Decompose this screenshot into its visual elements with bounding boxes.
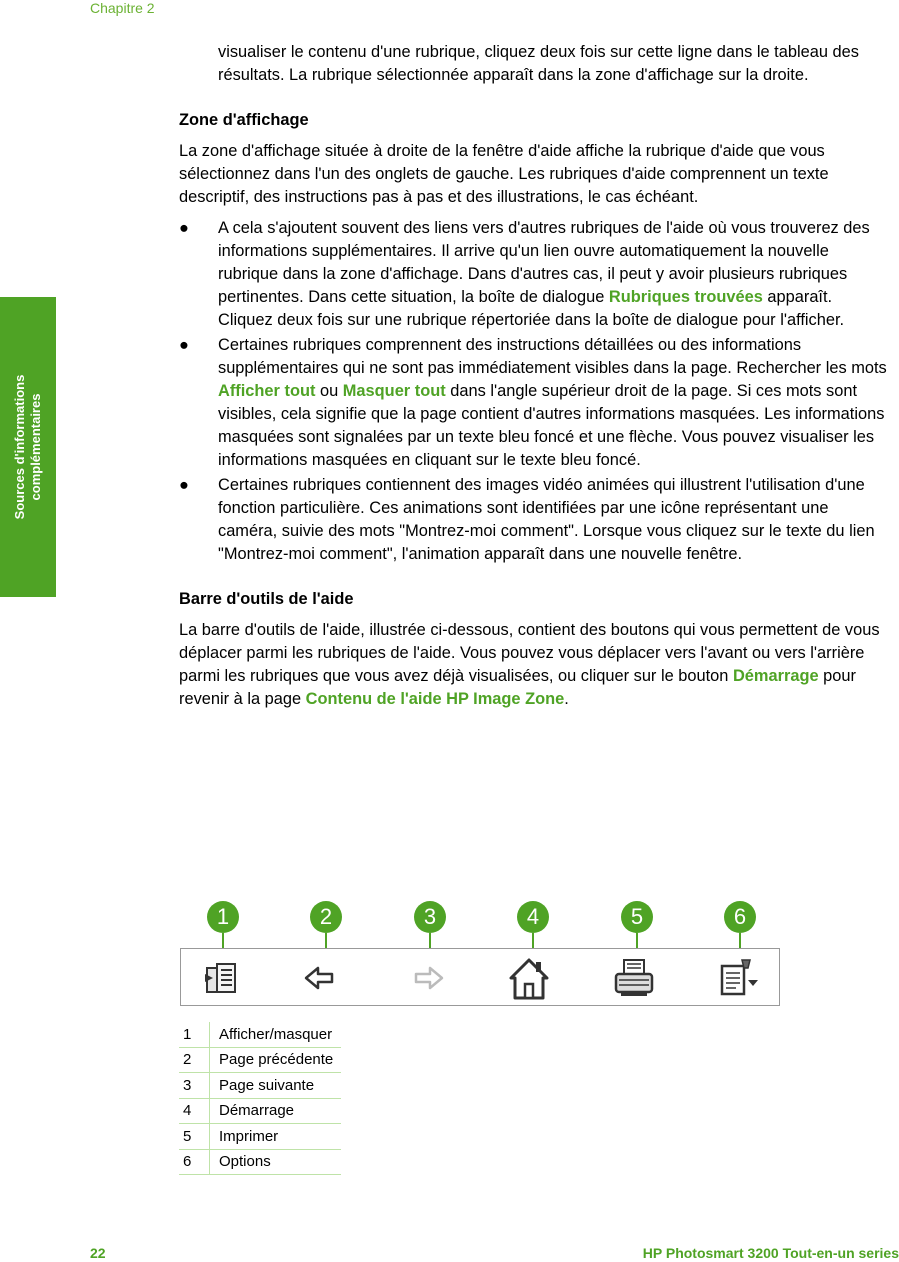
legend-label: Page suivante xyxy=(210,1073,342,1099)
footer-product-title: HP Photosmart 3200 Tout-en-un series xyxy=(642,1245,899,1261)
keyword-rubriques-trouvees: Rubriques trouvées xyxy=(608,288,763,306)
legend-number: 4 xyxy=(179,1098,210,1124)
legend-row xyxy=(179,1073,341,1099)
options-icon[interactable] xyxy=(712,954,760,1002)
toolbar-heading: Barre d'outils de l'aide xyxy=(179,590,354,608)
keyword-contenu-aide: Contenu de l'aide HP Image Zone xyxy=(305,690,565,708)
legend-number: 6 xyxy=(179,1149,210,1175)
bullet-item xyxy=(179,474,889,566)
chapter-label: Chapitre 2 xyxy=(90,0,155,16)
bullet-text: ou xyxy=(315,382,343,400)
callout-4: 4 xyxy=(517,901,549,933)
callout-3: 3 xyxy=(414,901,446,933)
legend-label: Afficher/masquer xyxy=(210,1022,342,1047)
toolbar-description xyxy=(179,619,889,711)
toolbar-desc-text: . xyxy=(564,690,569,708)
printer-icon[interactable] xyxy=(609,954,657,1002)
keyword-demarrage: Démarrage xyxy=(732,667,819,685)
bullet-dot: ● xyxy=(179,336,189,354)
help-toolbar xyxy=(180,948,780,1006)
back-arrow-icon[interactable] xyxy=(298,954,346,1002)
bullet-text: Certaines rubriques contiennent des images vidéo animées qui illustrent l'utilisation d'une fonction particulière. Ces animations sont identifiées par une icône représentant une caméra, suivie des mots "Montrez-moi comment". Lorsque vous cliquez sur le texte du lien "Montrez-moi comment", l'animation apparaît dans une nouvelle fenêtre. xyxy=(218,476,875,563)
legend-row xyxy=(179,1047,341,1073)
legend-label: Options xyxy=(210,1149,342,1175)
legend-number: 2 xyxy=(179,1047,210,1073)
bullet-item xyxy=(179,217,889,332)
legend-label: Démarrage xyxy=(210,1098,342,1124)
zone-description: La zone d'affichage située à droite de la fenêtre d'aide affiche la rubrique d'aide que vous sélectionnez dans l'un des onglets de gauche. Les rubriques d'aide comprennent un texte descriptif, des instructions pas à pas et des illustrations, le cas échéant. xyxy=(179,142,829,206)
legend-number: 5 xyxy=(179,1124,210,1150)
callout-1: 1 xyxy=(207,901,239,933)
toolbar-desc-text: pour revenir à la page xyxy=(179,667,856,708)
side-tab xyxy=(0,297,56,597)
page-number: 22 xyxy=(90,1245,106,1261)
toolbar-desc-text: La barre d'outils de l'aide, illustrée ci-dessous, contient des boutons qui vous permettent de vous déplacer parmi les rubriques de l'aide. Vous pouvez vous déplacer vers l'avant ou vers l'arrière parmi les rubriques que vous avez déjà visualisées, ou cliquer sur le bouton xyxy=(179,621,880,685)
home-icon[interactable] xyxy=(505,954,553,1002)
bullet-item xyxy=(179,334,889,472)
bullet-text: apparaît. Cliquez deux fois sur une rubrique répertoriée dans la boîte de dialogue pour l'afficher. xyxy=(218,288,845,329)
legend-table xyxy=(179,1022,341,1175)
callout-6: 6 xyxy=(724,901,756,933)
legend-number: 1 xyxy=(179,1022,210,1047)
legend-row xyxy=(179,1098,341,1124)
keyword-masquer-tout: Masquer tout xyxy=(342,382,446,400)
intro-paragraph: visualiser le contenu d'une rubrique, cliquez deux fois sur cette ligne dans le tableau des résultats. La rubrique sélectionnée apparaît dans la zone d'affichage sur la droite. xyxy=(218,43,859,84)
zone-bullet-list xyxy=(179,217,889,566)
legend-label: Imprimer xyxy=(210,1124,342,1150)
legend-label: Page précédente xyxy=(210,1047,342,1073)
zone-heading: Zone d'affichage xyxy=(179,111,309,129)
side-tab-text xyxy=(12,375,44,520)
main-content xyxy=(179,41,889,711)
bullet-text: Certaines rubriques comprennent des instructions détaillées ou des informations supplémentaires qui ne sont pas immédiatement visibles dans la page. Rechercher les mots xyxy=(218,336,887,377)
forward-arrow-icon[interactable] xyxy=(402,954,450,1002)
bullet-dot: ● xyxy=(179,476,189,494)
legend-number: 3 xyxy=(179,1073,210,1099)
side-tab-line-2: complémentaires xyxy=(28,393,43,501)
keyword-afficher-tout: Afficher tout xyxy=(218,382,316,400)
legend-row xyxy=(179,1124,341,1150)
bullet-text: A cela s'ajoutent souvent des liens vers d'autres rubriques de l'aide où vous trouverez des informations supplémentaires. Il arrive qu'un lien ouvre automatiquement la nouvelle rubrique dans la zone d'affichage. Dans d'autres cas, il peut y avoir plusieurs rubriques pertinentes. Dans cette situation, la boîte de dialogue xyxy=(218,219,870,306)
side-tab-line-1: Sources d'informations xyxy=(12,374,27,520)
bullet-text: dans l'angle supérieur droit de la page. Si ces mots sont visibles, cela signifie que la page contient d'autres informations masquées. Les informations masquées sont signalées par un texte bleu foncé et une flèche. Vous pouvez visualiser les informations masquées en cliquant sur le texte bleu foncé. xyxy=(218,382,885,469)
callout-5: 5 xyxy=(621,901,653,933)
legend-row xyxy=(179,1149,341,1175)
legend-row xyxy=(179,1022,341,1047)
callout-2: 2 xyxy=(310,901,342,933)
show-hide-icon[interactable] xyxy=(195,954,243,1002)
bullet-dot: ● xyxy=(179,219,189,237)
